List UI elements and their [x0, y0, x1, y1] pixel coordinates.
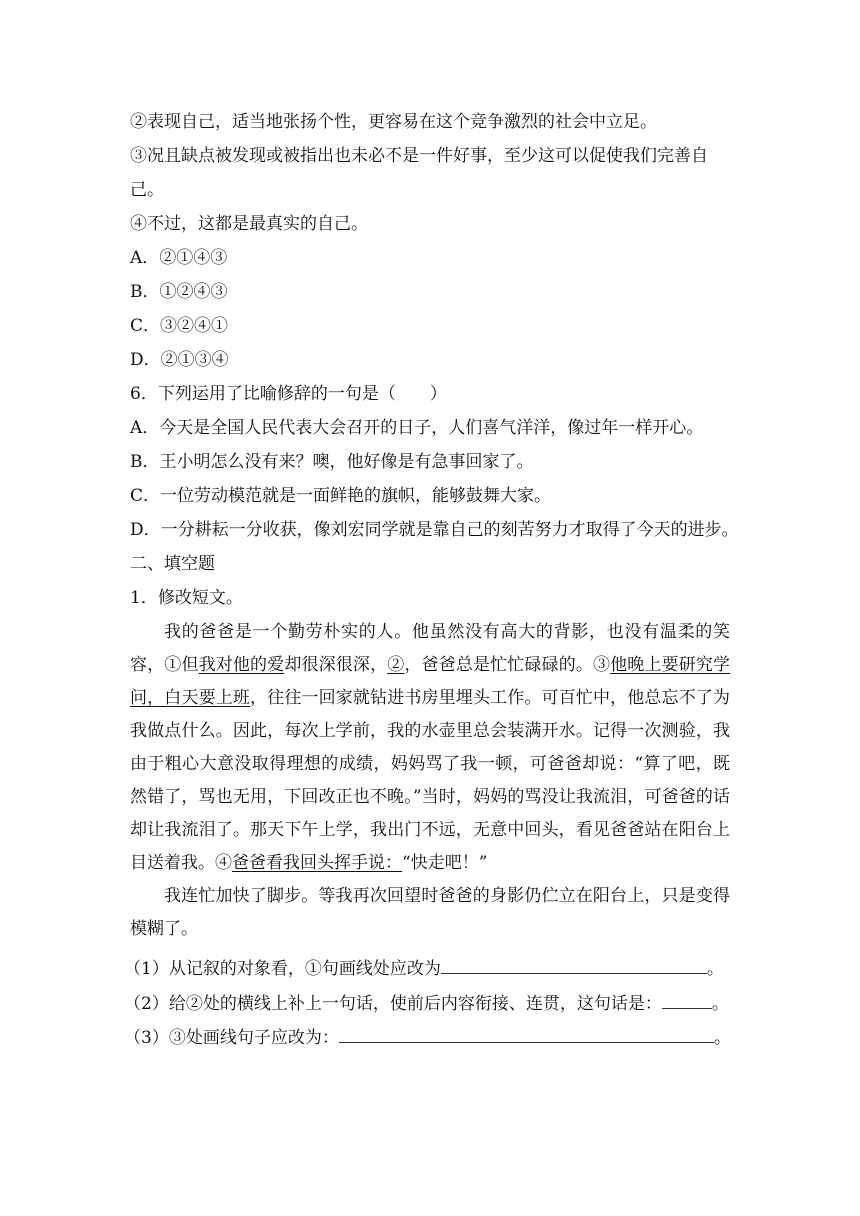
- q6-option-a: A．今天是全国人民代表大会召开的日子，人们喜气洋洋，像过年一样开心。: [130, 418, 704, 438]
- end-mark: 。: [706, 959, 724, 979]
- end-mark: 。: [713, 1028, 731, 1048]
- q5-item-3-line2: 己。: [130, 180, 164, 200]
- passage-text: ，往往一回家就钻进书房里埋头工作。可百忙中，他总忘不了为我做点什么。因此，每次上学前，我的水壶里总会装满开水。记得一次测验，我由于粗心大意没取得理想的成绩，妈妈骂了我一顿，可爸爸却说：“算了吧，既然错了，骂也无用，下回改正也不晚。”当时，妈妈的骂没让我流泪，可爸爸的话却让我流泪了。那天下午上学，我出门不远，无意中回头，看见爸爸站在阳台上目送着我。④: [130, 688, 731, 873]
- underlined-sentence-1: 我对他的爱: [198, 655, 285, 675]
- q5-option-a: A．②①④③: [130, 248, 228, 268]
- section-2-q1-title: 1．修改短文。: [130, 588, 243, 608]
- sub-question-3: [124, 1027, 731, 1049]
- passage-paragraph-1: [130, 616, 730, 880]
- q5-option-d: D．②①③④: [130, 350, 229, 370]
- underlined-sentence-4: 爸爸看我回头挥手说：: [232, 853, 402, 873]
- q6-option-b: B．王小明怎么没有来？噢，他好像是有急事回家了。: [130, 452, 534, 472]
- q6-option-c: C．一位劳动模范就是一面鲜艳的旗帜，能够鼓舞大家。: [130, 486, 552, 506]
- answer-blank-3[interactable]: [339, 1028, 714, 1043]
- blank-marker-2: ②: [387, 655, 405, 675]
- q5-option-c: C．③②④①: [130, 316, 229, 336]
- passage-text: 我的爸爸是一个勤劳朴实的人。他虽然没有高大的背影，也没有温柔的笑容，①但: [130, 622, 730, 675]
- sub-question-1: [124, 958, 724, 980]
- q5-option-b: B．①②④③: [130, 282, 228, 302]
- passage-paragraph-2: 我连忙加快了脚步。等我再次回望时爸爸的身影仍伫立在阳台上，只是变得模糊了。: [130, 886, 730, 939]
- sub-question-1-text: （1）从记叙的对象看，①句画线处应改为: [124, 959, 441, 979]
- passage-text: 却很深很深，: [284, 655, 388, 675]
- q5-item-2: ②表现自己，适当地张扬个性，更容易在这个竞争激烈的社会中立足。: [130, 112, 657, 132]
- sub-question-3-text: （3）③处画线句子应改为：: [124, 1028, 339, 1048]
- section-2-heading: 二、填空题: [130, 554, 215, 574]
- passage-text: “快走吧！”: [402, 853, 488, 873]
- q5-item-4: ④不过，这都是最真实的自己。: [130, 214, 368, 234]
- q6-stem: 6．下列运用了比喻修辞的一句是（ ）: [130, 384, 447, 404]
- q5-item-3-line1: ③况且缺点被发现或被指出也未必不是一件好事，至少这可以促使我们完善自: [130, 146, 708, 166]
- end-mark: 。: [711, 994, 729, 1014]
- passage-text: ，爸爸总是忙忙碌碌的。③: [404, 655, 611, 675]
- answer-blank-1[interactable]: [441, 959, 707, 974]
- answer-blank-2[interactable]: [662, 994, 712, 1009]
- q6-option-d: D．一分耕耘一分收获，像刘宏同学就是靠自己的刻苦努力才取得了今天的进步。: [130, 520, 739, 540]
- underlined-sentence-3: 他晚上要研究学问，白天要上班: [130, 655, 731, 708]
- sub-question-2-text: （2）给②处的横线上补上一句话，使前后内容衔接、连贯，这句话是：: [124, 994, 662, 1014]
- sub-question-2: [124, 993, 729, 1015]
